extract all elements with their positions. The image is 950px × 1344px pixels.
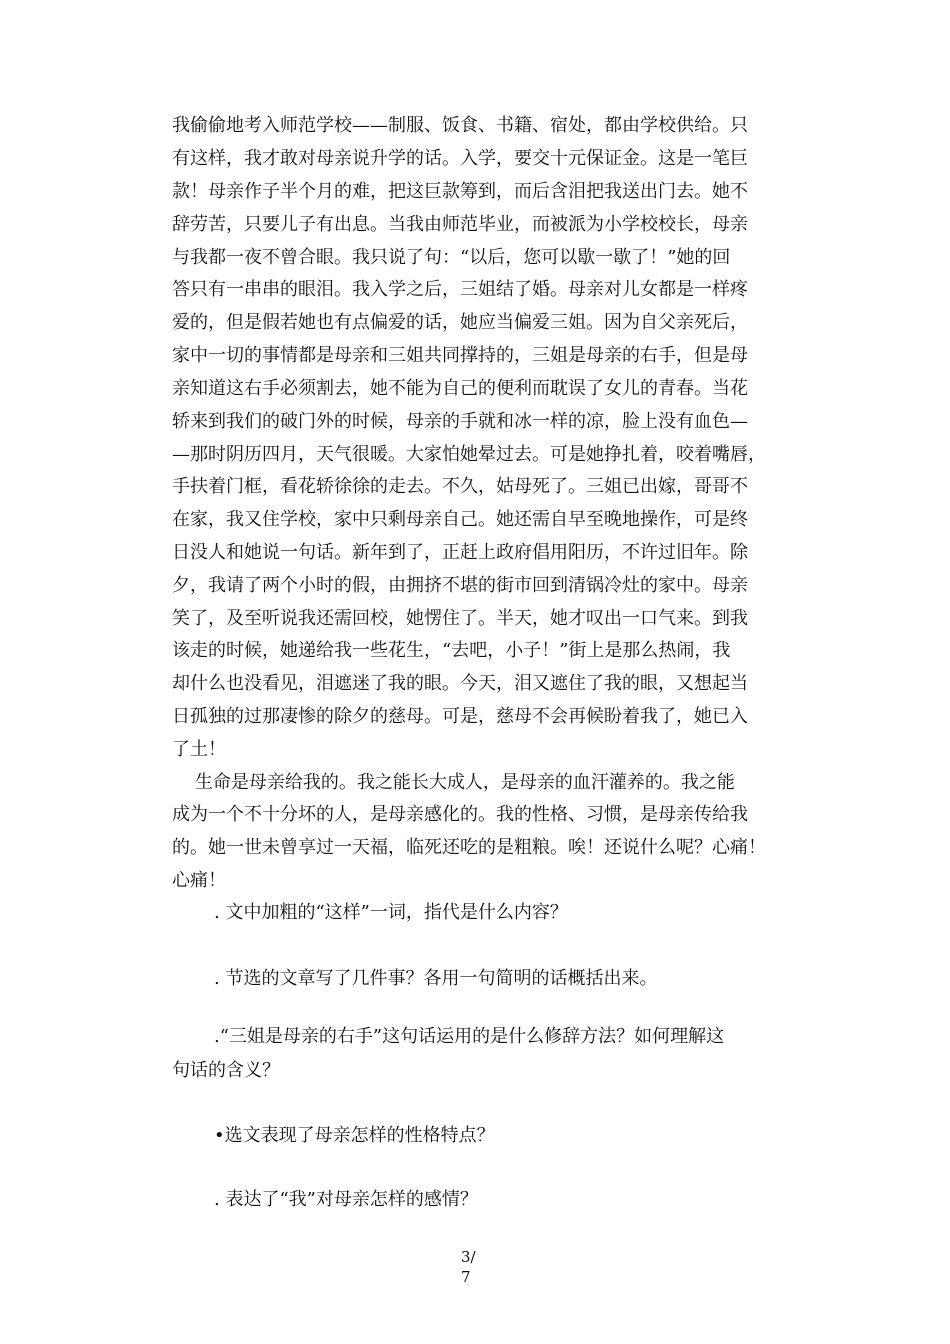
passage-line: 的。她一世未曾享过一天福，临死还吃的是粗粮。唉！还说什么呢？心痛！ [172,837,766,858]
passage-line: 在家，我又住学校，家中只剩母亲自己。她还需自早至晚地操作，可是终 [172,509,748,530]
passage-line: 与我都一夜不曾合眼。我只说了句：“以后，您可以歇一歇了！”她的回 [172,247,731,268]
passage-line: 轿来到我们的破门外的时候，母亲的手就和冰一样的凉，脸上没有血色— [172,411,748,432]
passage-line: 辞劳苦，只要儿子有出息。当我由师范毕业，而被派为小学校校长，母亲 [172,214,748,235]
passage-line: —那时阴历四月，天气很暖。大家怕她晕过去。可是她挣扎着，咬着嘴唇， [172,444,766,465]
passage-line: 有这样，我才敢对母亲说升学的话。入学，要交十元保证金。这是一笔巨 [172,148,748,169]
passage-line: 心痛！ [172,870,226,891]
passage-line: 笑了，及至听说我还需回校，她愣住了。半天，她才叹出一口气来。到我 [172,608,748,629]
passage-line: 日孤独的过那凄惨的除夕的慈母。可是，慈母不会再候盼着我了，她已入 [172,706,748,727]
question-3: .“三姐是母亲的右手”这句话运用的是什么修辞方法？如何理解这 [214,1026,725,1047]
passage-line: 却什么也没看见，泪遮迷了我的眼。今天，泪又遮住了我的眼，又想起当 [172,673,748,694]
page-number [461,1247,476,1287]
passage-line: 了土！ [172,739,226,760]
passage-line: 亲知道这右手必须割去，她不能为自己的便利而耽误了女儿的青春。当花 [172,378,748,399]
page-number-current: 3/ [461,1248,476,1266]
question-1: . 文中加粗的“这样”一词，指代是什么内容？ [214,902,568,923]
passage-line: 生命是母亲给我的。我之能长大成人，是母亲的血汗灌养的。我之能 [172,772,735,793]
passage-line: 该走的时候，她递给我一些花生，“去吧，小子！”街上是那么热闹，我 [172,640,731,661]
question-3-continued: 句话的含义？ [172,1060,280,1081]
passage-line: 款！母亲作子半个月的难，把这巨款筹到，而后含泪把我送出门去。她不 [172,181,748,202]
passage-line: 日没人和她说一句话。新年到了，正赶上政府倡用阳历，不许过旧年。除 [172,542,748,563]
question-4: •选文表现了母亲怎样的性格特点？ [214,1125,495,1146]
page-number-total: 7 [461,1268,471,1286]
question-5: . 表达了“我”对母亲怎样的感情？ [214,1189,478,1210]
passage-line: 答只有一串串的眼泪。我入学之后，三姐结了婚。母亲对儿女都是一样疼 [172,279,748,300]
passage-line: 家中一切的事情都是母亲和三姐共同撑持的，三姐是母亲的右手，但是母 [172,345,748,366]
passage-line: 成为一个不十分坏的人，是母亲感化的。我的性格、习惯，是母亲传给我 [172,804,748,825]
passage-line: 夕，我请了两个小时的假，由拥挤不堪的街市回到清锅冷灶的家中。母亲 [172,575,748,596]
question-2: . 节选的文章写了几件事？各用一句简明的话概括出来。 [214,968,658,989]
passage-line: 我偷偷地考入师范学校——制服、饭食、书籍、宿处，都由学校供给。只 [172,115,748,136]
passage-line: 爱的，但是假若她也有点偏爱的话，她应当偏爱三姐。因为自父亲死后， [172,312,748,333]
passage-line: 手扶着门框，看花轿徐徐的走去。不久，姑母死了。三姐已出嫁，哥哥不 [172,476,748,497]
